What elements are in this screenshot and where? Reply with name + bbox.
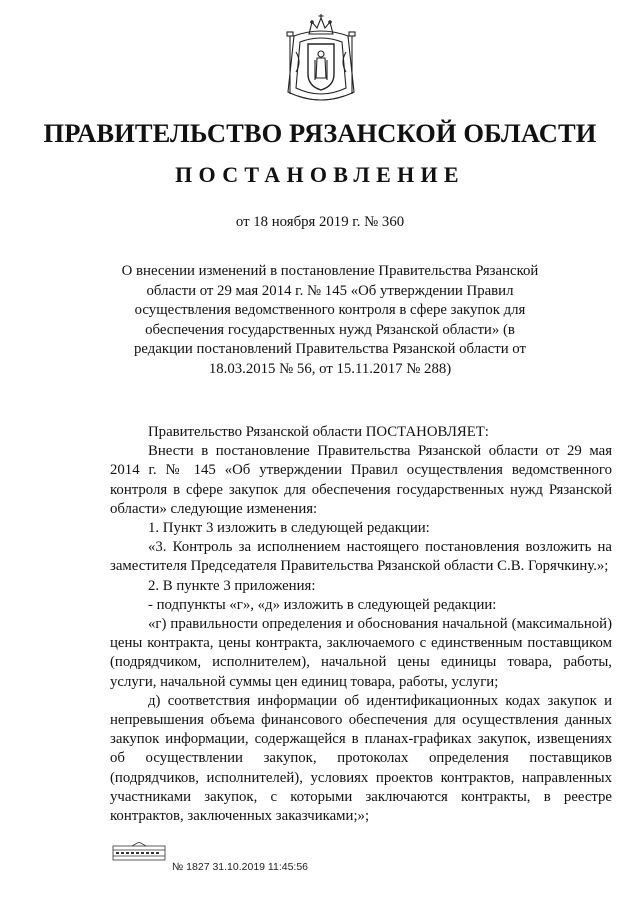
- body-paragraph: «3. Контроль за исполнением настоящего постановления возложить на заместителя Председателя Правительства Рязанской области С.В. Горячкину.»;: [110, 539, 612, 575]
- document-type: ПОСТАНОВЛЕНИЕ: [175, 162, 465, 187]
- body-paragraph: - подпункты «г», «д» изложить в следующей редакции:: [148, 596, 497, 613]
- coat-of-arms-icon: [282, 12, 360, 108]
- document-body: [110, 423, 612, 826]
- registration-reference: № 1827 31.10.2019 11:45:56: [172, 861, 309, 873]
- body-paragraph: д) соответствия информации об идентификационных кодах закупок и непревышения объема финансового обеспечения для осуществления данных закупок информации, содержащейся в планах-графиках закупок, извещениях об осуществлении закупок, протоколах определения поставщиков (подрядчиков, исполнителей), условиях проектов контрактов, направленных участниками закупок, с которыми заключаются контракты, в реестре контрактов, заключенных заказчиками;»;: [110, 692, 612, 825]
- resolution-intro: Правительство Рязанской области ПОСТАНОВЛЯЕТ:: [148, 424, 489, 440]
- document-date-number: от 18 ноября 2019 г. № 360: [235, 214, 405, 230]
- registration-stamp-icon: [112, 842, 166, 864]
- government-title: ПРАВИТЕЛЬСТВО РЯЗАНСКОЙ ОБЛАСТИ: [43, 118, 597, 148]
- document-subject: О внесении изменений в постановление Правительства Рязанской области от 29 мая 2014 г. № 145 «Об утверждении Правил осуществления ведомственного контроля в сфере закупок для обеспечения государственных нужд Рязанской области» (в редакции постановлений Правительства Рязанской области от 18.03.2015 № 56, от 15.11.2017 № 288): [121, 263, 539, 377]
- body-paragraph: Внести в постановление Правительства Рязанской области от 29 мая 2014 г. № 145 «Об утверждении Правил осуществления ведомственного контроля в сфере закупок для обеспечения государственных нужд Рязанской области» следующие изменения:: [110, 443, 612, 517]
- body-paragraph: 1. Пункт 3 изложить в следующей редакции:: [148, 520, 430, 537]
- body-paragraph: 2. В пункте 3 приложения:: [148, 577, 316, 594]
- body-paragraph: «г) правильности определения и обоснования начальной (максимальной) цены контракта, цены контракта, заключаемого с единственным поставщиком (подрядчиком, исполнителем), начальной цены единицы товара, работы, услуги, начальной суммы цен единиц товара, работы, услуги;: [110, 616, 612, 690]
